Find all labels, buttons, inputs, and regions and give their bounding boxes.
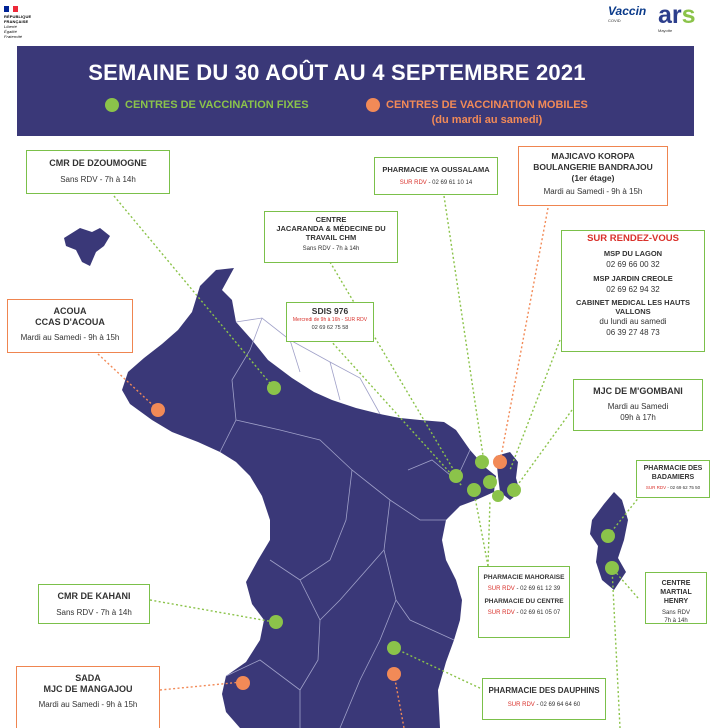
center-name: BOULANGERIE BANDRAJOU	[533, 162, 653, 172]
vaccin-word: Vaccin	[608, 4, 647, 18]
center-name: BADAMIERS	[651, 474, 695, 481]
vaccin-sub: COVID	[608, 18, 621, 23]
center-box-kahani	[38, 584, 150, 624]
fixed-center-marker	[449, 469, 463, 483]
center-info: Mercredi de 9h à 16h - SUR RDV	[292, 317, 368, 323]
center-box-mahoraise	[478, 566, 570, 638]
center-info: Sans RDV - 7h à 14h	[56, 608, 132, 617]
center-name: CENTRE	[315, 215, 347, 224]
center-name: MJC DE MANGAJOU	[43, 684, 133, 694]
center-info: Mardi au Samedi - 9h à 15h	[38, 700, 138, 709]
center-name: CABINET MEDICAL LES HAUTS	[575, 298, 691, 307]
center-name: MSP JARDIN CREOLE	[593, 274, 673, 283]
center-box-dauphins	[482, 678, 606, 720]
rdv-label: SUR RDV	[487, 610, 515, 616]
center-phone: - 02 69 61 10 14	[428, 180, 473, 186]
fixed-center-marker	[507, 483, 521, 497]
center-box-jacaranda	[264, 211, 398, 263]
center-phone: 02 69 62 75 58	[311, 325, 349, 331]
center-info: Mardi au Samedi - 9h à 15h	[20, 333, 120, 342]
rendezvous-title: SUR RENDEZ-VOUS	[587, 233, 679, 244]
rf-line: RÉPUBLIQUE	[4, 14, 32, 19]
center-info: Mardi au Samedi	[607, 402, 669, 411]
rdv-label: SUR RDV	[645, 485, 667, 490]
center-box-majicavo	[518, 146, 668, 206]
center-phone: 02 69 66 00 32	[606, 260, 660, 269]
center-info: 7h à 14h	[664, 618, 688, 624]
center-name: SDIS 976	[311, 306, 349, 316]
mobile-center-marker	[493, 455, 507, 469]
center-name: MJC DE M'GOMBANI	[593, 386, 683, 396]
legend-mobile-label: CENTRES DE VACCINATION MOBILES	[386, 99, 588, 111]
center-name: PHARMACIE MAHORAISE	[483, 574, 565, 581]
center-box-badamiers	[636, 460, 710, 498]
fixed-center-marker	[483, 475, 497, 489]
legend-mobile-sub: (du mardi au samedi)	[431, 114, 543, 126]
center-name: MAJICAVO KOROPA	[551, 151, 635, 161]
center-box-dzoumogne	[26, 150, 170, 194]
center-info: Sans RDV	[661, 610, 690, 616]
center-phone: - 02 69 62 75 50	[667, 485, 701, 490]
center-phone: - 02 69 61 05 07	[516, 610, 561, 616]
fixed-center-marker	[605, 561, 619, 575]
center-name: VALLONS	[615, 307, 651, 316]
fixed-center-marker	[492, 490, 504, 502]
legend-fixed-label: CENTRES DE VACCINATION FIXES	[125, 99, 309, 111]
mobile-center-marker	[236, 676, 250, 690]
fixed-center-marker	[269, 615, 283, 629]
mobile-center-marker	[151, 403, 165, 417]
center-name: SADA	[75, 673, 101, 683]
fixed-center-marker	[601, 529, 615, 543]
center-box-martial	[645, 572, 707, 624]
center-name: PHARMACIE YA OUSSALAMA	[382, 165, 490, 174]
center-phone: 02 69 62 94 32	[606, 285, 660, 294]
fixed-center-marker	[267, 381, 281, 395]
center-phone: - 02 69 61 12 39	[516, 586, 561, 592]
center-box-acoua	[7, 299, 133, 353]
center-info: Sans RDV - 7h à 14h	[302, 246, 360, 252]
center-name: ACOUA	[53, 306, 87, 316]
mobile-center-marker	[387, 667, 401, 681]
rdv-label: SUR RDV	[399, 180, 427, 186]
center-name: CMR DE DZOUMOGNE	[49, 158, 147, 168]
center-phone: - 02 69 64 64 60	[536, 702, 581, 708]
center-name: PHARMACIE DU CENTRE	[484, 598, 564, 605]
center-info: Mardi au Samedi - 9h à 15h	[543, 187, 643, 196]
center-name: TRAVAIL CHM	[305, 233, 357, 242]
center-name: PHARMACIE DES	[643, 465, 703, 472]
ars-word: ars	[658, 1, 696, 29]
center-name: PHARMACIE DES DAUPHINS	[488, 686, 600, 695]
center-info: 09h à 17h	[620, 413, 656, 422]
center-box-oussalama	[374, 157, 498, 195]
fixed-center-marker	[467, 483, 481, 497]
rf-line: Égalité	[4, 29, 17, 34]
center-info: Sans RDV - 7h à 14h	[60, 175, 136, 184]
center-name: CENTRE	[661, 580, 691, 587]
center-info: du lundi au samedi	[599, 317, 667, 326]
fixed-center-marker	[387, 641, 401, 655]
rdv-label: SUR RDV	[507, 702, 535, 708]
page-title: SEMAINE DU 30 AOÛT AU 4 SEPTEMBRE 2021	[88, 60, 586, 85]
center-name: MARTIAL HENRY	[660, 589, 692, 605]
rdv-label: SUR RDV	[487, 586, 515, 592]
center-name: CMR DE KAHANI	[57, 591, 131, 601]
center-name: CCAS D'ACOUA	[35, 317, 105, 327]
islet-north-shape	[64, 228, 110, 266]
ars-sub: Mayotte	[658, 28, 673, 33]
center-name: MSP DU LAGON	[603, 249, 663, 258]
center-box-sada	[16, 666, 160, 728]
rf-line: Fraternité	[4, 34, 23, 39]
rf-line: Liberté	[4, 24, 17, 29]
center-box-rendezvous	[561, 230, 705, 352]
center-phone: 06 39 27 48 73	[606, 328, 660, 337]
rf-line: FRANÇAISE	[4, 19, 29, 24]
center-box-mgombani	[573, 379, 703, 431]
center-name: (1er étage)	[571, 173, 615, 183]
fixed-center-marker	[475, 455, 489, 469]
center-name: JACARANDA & MÉDECINE DU	[276, 224, 386, 233]
center-box-sdis	[286, 302, 374, 342]
